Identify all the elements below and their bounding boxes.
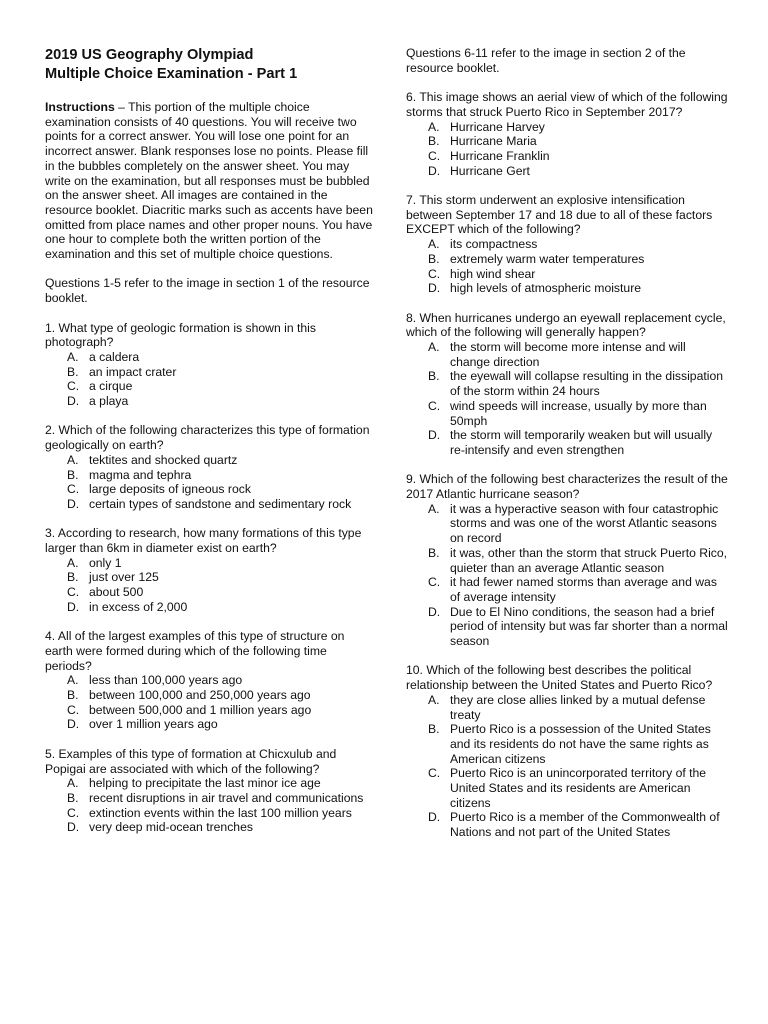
choice-text: the storm will temporarily weaken but will usually re-intensify and even strengthen (450, 428, 713, 457)
choice-text: it was, other than the storm that struck Puerto Rico, quieter than an average Atlantic season (450, 545, 728, 575)
choice-letter: B. (428, 369, 440, 384)
choice-text: just over 125 (89, 570, 159, 585)
answer-choice (406, 120, 728, 135)
question-8 (406, 311, 728, 458)
choice-text: Due to El Nino conditions, the season had a brief period of intensity but was far shorter than a normal season (450, 604, 728, 649)
choice-letter: D. (428, 428, 441, 443)
answer-choice (406, 134, 728, 149)
choice-letter: C. (428, 148, 441, 163)
choice-letter: D. (67, 394, 80, 409)
choice-letter: C. (67, 585, 80, 600)
answer-choice (406, 369, 728, 398)
choice-text: it had fewer named storms than average and was of average intensity (450, 575, 717, 604)
choice-text: a playa (89, 394, 129, 409)
choice-text: high levels of atmospheric moisture (450, 281, 642, 296)
choice-letter: B. (67, 790, 79, 805)
choice-text: less than 100,000 years ago (89, 673, 243, 688)
instructions-label: Instructions (45, 100, 115, 114)
choice-text: the storm will become more intense and will change direction (450, 340, 686, 369)
question-3 (45, 526, 375, 614)
answer-choice (45, 365, 375, 380)
question-stem: 9. Which of the following best characterizes the result of the 2017 Atlantic hurricane season? (406, 472, 728, 502)
answer-choice (406, 399, 728, 428)
choice-text: about 500 (89, 585, 144, 600)
answer-choice (406, 340, 728, 369)
choice-text: between 500,000 and 1 million years ago (89, 702, 312, 717)
question-5 (45, 747, 375, 835)
exam-title-line1: 2019 US Geography Olympiad (45, 47, 254, 63)
choice-text: magma and tephra (89, 467, 192, 482)
question-9 (406, 472, 728, 648)
choice-letter: D. (428, 604, 441, 619)
answer-choice (45, 497, 375, 512)
answer-choice (45, 673, 375, 688)
choice-letter: A. (428, 692, 440, 707)
choice-text: tektites and shocked quartz (89, 452, 238, 467)
choice-text: Puerto Rico is a member of the Commonwealth of Nations and not part of the United States (450, 810, 720, 840)
answer-choice (406, 252, 728, 267)
choice-text: helping to precipitate the last minor ice age (89, 776, 321, 791)
answer-choice (406, 164, 728, 179)
answer-choice (45, 394, 375, 409)
choice-letter: C. (428, 766, 441, 781)
choice-letter: C. (67, 702, 80, 717)
choice-letter: D. (428, 163, 441, 178)
section1-note: Questions 1-5 refer to the image in section 1 of the resource booklet. (45, 276, 370, 306)
answer-choice (406, 605, 728, 649)
choice-letter: D. (67, 717, 80, 732)
answer-choice (45, 776, 375, 791)
answer-choice (45, 468, 375, 483)
answer-choice (45, 717, 375, 732)
choice-letter: B. (428, 251, 440, 266)
choice-letter: A. (67, 452, 79, 467)
answer-choice (406, 810, 728, 839)
choice-letter: B. (67, 688, 79, 703)
choice-text: Hurricane Harvey (450, 119, 545, 134)
choice-letter: D. (428, 281, 441, 296)
question-6 (406, 90, 728, 178)
choice-letter: A. (428, 237, 440, 252)
question-4 (45, 629, 375, 732)
answer-choice (406, 149, 728, 164)
choice-text: between 100,000 and 250,000 years ago (89, 688, 311, 703)
choice-text: they are close allies linked by a mutual defense treaty (450, 692, 706, 722)
answer-choice (406, 766, 728, 810)
choice-letter: A. (67, 349, 79, 364)
choice-letter: C. (67, 805, 80, 820)
answer-choice (406, 267, 728, 282)
answer-choice (45, 806, 375, 821)
question-stem: 6. This image shows an aerial view of which of the following storms that struck Puerto Rico in September 2017? (406, 90, 728, 119)
answer-choice (45, 570, 375, 585)
question-stem: 10. Which of the following best describes the political relationship between the United States and Puerto Rico? (406, 663, 713, 693)
choice-letter: D. (67, 599, 80, 614)
choice-letter: A. (67, 673, 79, 688)
answer-choice (406, 722, 728, 766)
answer-choice (45, 379, 375, 394)
answer-choice (45, 791, 375, 806)
choice-letter: D. (67, 820, 80, 835)
answer-choice (406, 546, 728, 575)
choice-text: large deposits of igneous rock (89, 482, 251, 497)
question-stem: 4. All of the largest examples of this type of structure on earth were formed during which of the following time periods? (45, 629, 345, 673)
question-2 (45, 423, 375, 511)
choice-text: in excess of 2,000 (89, 599, 188, 614)
question-stem: 5. Examples of this type of formation at Chicxulub and Popigai are associated with which of the following? (45, 746, 337, 776)
question-stem: 1. What type of geologic formation is shown in this photograph? (45, 320, 316, 350)
choice-letter: C. (428, 398, 441, 413)
choice-text: Hurricane Gert (450, 163, 530, 178)
choice-letter: C. (67, 482, 80, 497)
choice-letter: C. (428, 575, 441, 590)
right-column (406, 46, 728, 840)
question-7 (406, 193, 728, 296)
question-10 (406, 663, 728, 839)
choice-text: wind speeds will increase, usually by more than 50mph (450, 398, 707, 428)
choice-text: the eyewall will collapse resulting in the dissipation of the storm within 24 hours (450, 369, 724, 399)
answer-choice (406, 502, 728, 546)
choice-text: a cirque (89, 379, 133, 394)
choice-text: it was a hyperactive season with four catastrophic storms and was one of the worst Atlantic seasons on record (450, 501, 719, 546)
choice-text: extremely warm water temperatures (450, 251, 645, 266)
question-stem: 8. When hurricanes undergo an eyewall replacement cycle, which of the following will generally happen? (406, 310, 726, 340)
choice-letter: A. (428, 501, 440, 516)
choice-text: only 1 (89, 555, 122, 570)
answer-choice (406, 281, 728, 296)
choice-letter: A. (67, 776, 79, 791)
choice-letter: A. (428, 119, 440, 134)
choice-letter: D. (67, 496, 80, 511)
choice-text: a caldera (89, 349, 140, 364)
choice-text: Puerto Rico is an unincorporated territory of the United States and its residents are American citizens (450, 766, 707, 810)
answer-choice (406, 428, 728, 457)
question-stem: 3. According to research, how many formations of this type larger than 6km in diameter exist on earth? (45, 526, 362, 556)
answer-choice (45, 585, 375, 600)
choice-text: Puerto Rico is a possession of the United States and its residents do not have the same rights as American citizens (450, 722, 711, 766)
choice-letter: B. (428, 134, 440, 149)
choice-text: over 1 million years ago (89, 717, 218, 732)
choice-text: recent disruptions in air travel and communications (89, 790, 364, 805)
choice-letter: B. (67, 467, 79, 482)
choice-text: very deep mid-ocean trenches (89, 820, 253, 835)
choice-letter: D. (428, 810, 441, 825)
question-stem: 2. Which of the following characterizes this type of formation geologically on earth? (45, 423, 370, 453)
answer-choice (406, 237, 728, 252)
question-stem: 7. This storm underwent an explosive intensification between September 17 and 18 due to all of these factors EXCEPT which of the following? (406, 193, 713, 237)
choice-letter: C. (428, 266, 441, 281)
choice-text: Hurricane Maria (450, 134, 537, 149)
answer-choice (406, 693, 728, 722)
choice-letter: B. (67, 364, 79, 379)
answer-choice (45, 703, 375, 718)
section2-note: Questions 6-11 refer to the image in section 2 of the resource booklet. (406, 46, 686, 75)
question-1 (45, 321, 375, 409)
choice-text: its compactness (450, 237, 538, 252)
choice-letter: A. (428, 340, 440, 355)
choice-letter: B. (67, 570, 79, 585)
exam-title-line2: Multiple Choice Examination - Part 1 (45, 66, 298, 82)
choice-text: extinction events within the last 100 million years (89, 805, 352, 820)
choice-text: an impact crater (89, 364, 177, 379)
left-column (45, 46, 375, 835)
choice-text: Hurricane Franklin (450, 148, 550, 163)
answer-choice (45, 820, 375, 835)
answer-choice (45, 556, 375, 571)
choice-letter: A. (67, 555, 79, 570)
answer-choice (45, 482, 375, 497)
choice-text: high wind shear (450, 266, 536, 281)
choice-letter: B. (428, 722, 440, 737)
choice-letter: B. (428, 545, 440, 560)
choice-letter: C. (67, 379, 80, 394)
answer-choice (406, 575, 728, 604)
instructions (45, 100, 375, 262)
instructions-text: – This portion of the multiple choice examination consists of 40 questions. You will receive two points for a correct answer. You will lose one point for an incorrect answer. Blank responses lose no points. Please fill in the bubbles completely on the answer sheet. You may write on the examination, but all responses must be bubbled on the answer sheet. All images are contained in the resource booklet. Diacritic marks such as accents have been omitted from place names and other proper nouns. You have one hour to complete both the written portion of the examination and this set of multiple choice questions. (45, 100, 373, 262)
answer-choice (45, 453, 375, 468)
answer-choice (45, 600, 375, 615)
answer-choice (45, 688, 375, 703)
answer-choice (45, 350, 375, 365)
choice-text: certain types of sandstone and sedimentary rock (89, 496, 352, 511)
